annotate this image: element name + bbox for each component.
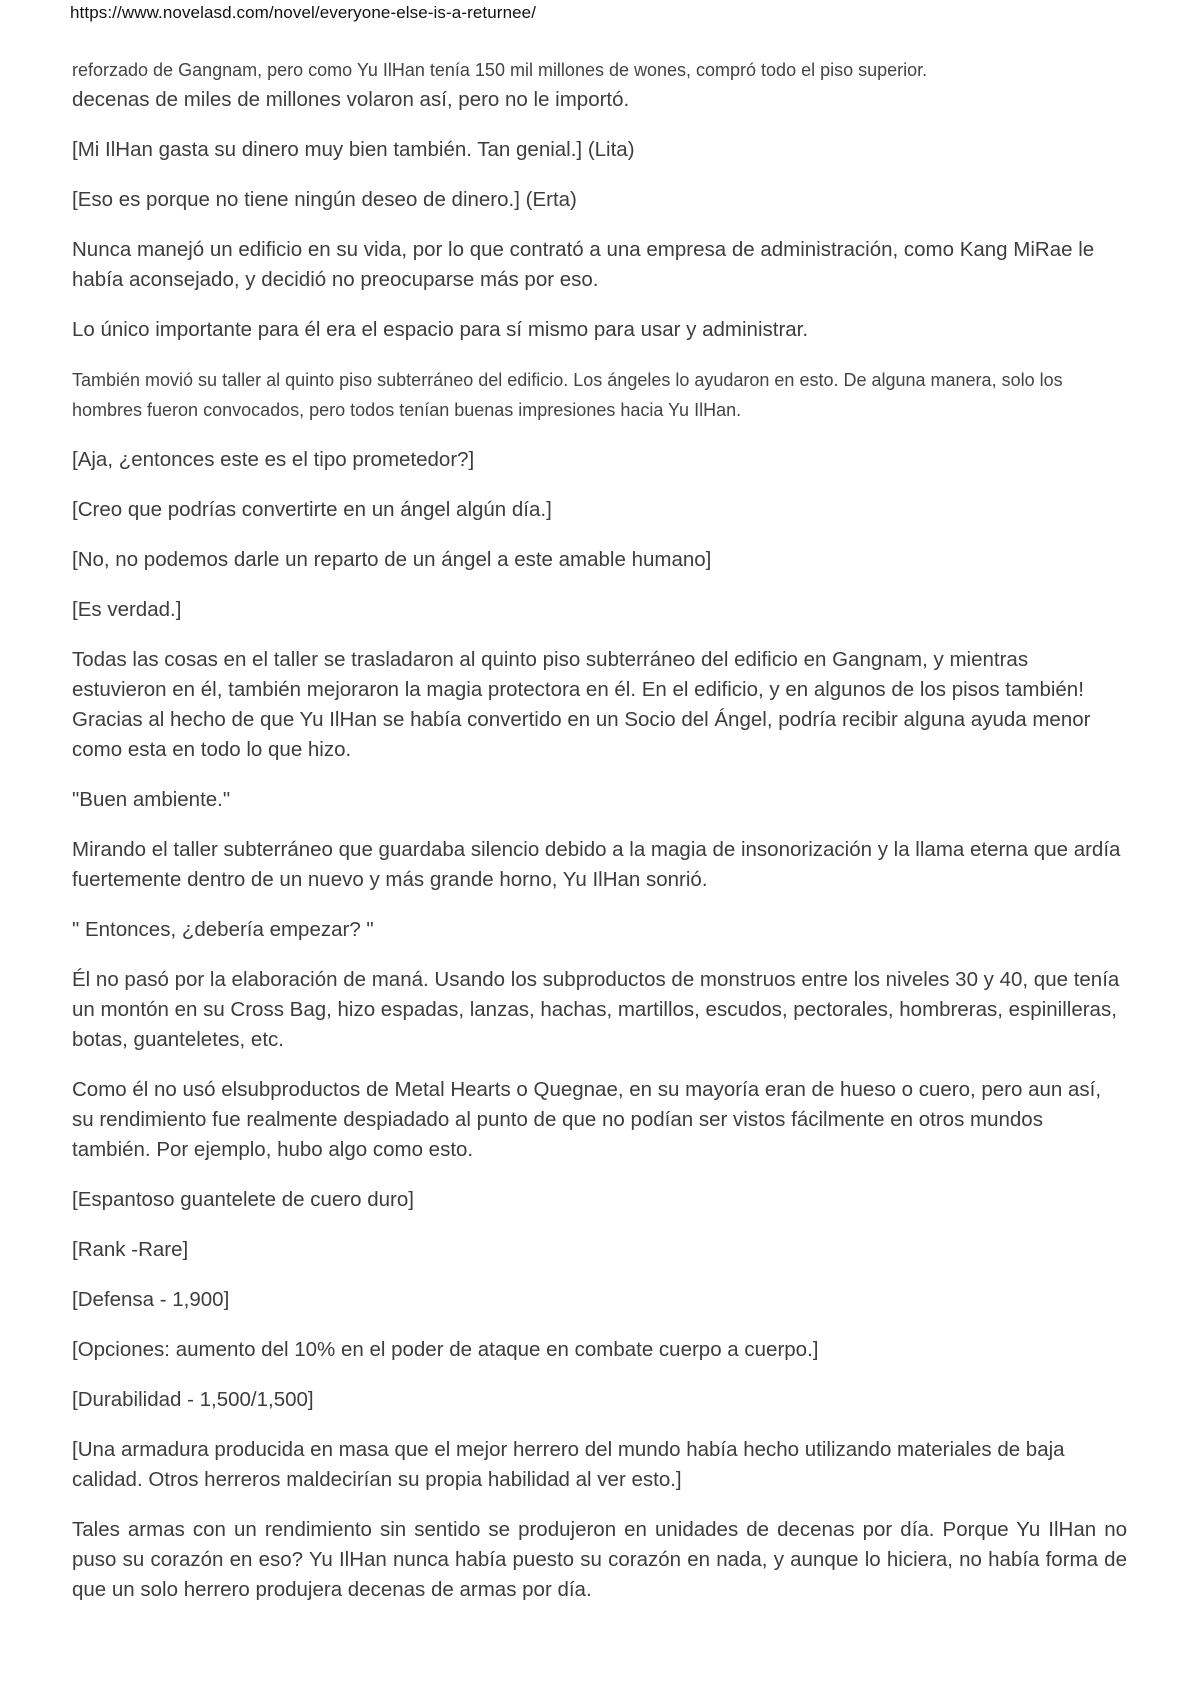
paragraph-22: [Durabilidad - 1,500/1,500] [72, 1388, 314, 1411]
paragraph-2: decenas de miles de millones volaron así, pero no le importó. [72, 88, 630, 111]
paragraph-3: [Mi IlHan gasta su dinero muy bien también. Tan genial.] (Lita) [72, 138, 635, 161]
paragraph-19: [Rank -Rare] [72, 1238, 189, 1261]
paragraph-11: [Es verdad.] [72, 598, 182, 621]
paragraph-6: Lo único importante para él era el espacio para sí mismo para usar y administrar. [72, 318, 809, 341]
paragraph-15: " Entonces, ¿debería empezar? " [72, 918, 374, 941]
paragraph-12: Todas las cosas en el taller se trasladaron al quinto piso subterráneo del edificio en Gangnam, y mientras estuvieron en él, también mejoraron la magia protectora en él. En el edificio, y en algunos de los pisos también! Gracias al hecho de que Yu IlHan se había convertido en un Socio del Ángel, podría recibir alguna ayuda menor como esta en todo lo que hizo. [72, 648, 1091, 761]
document-body [72, 55, 1127, 1625]
page-url: https://www.novelasd.com/novel/everyone-else-is-a-returnee/ [70, 3, 537, 22]
paragraph-14: Mirando el taller subterráneo que guardaba silencio debido a la magia de insonorización y la llama eterna que ardía fuertemente dentro de un nuevo y más grande horno, Yu IlHan sonrió. [72, 838, 1121, 891]
paragraph-16: Él no pasó por la elaboración de maná. Usando los subproductos de monstruos entre los niveles 30 y 40, que tenía un montón en su Cross Bag, hizo espadas, lanzas, hachas, martillos, escudos, pectorales, hombreras, espinilleras, botas, guanteletes, etc. [72, 968, 1120, 1051]
paragraph-7: También movió su taller al quinto piso subterráneo del edificio. Los ángeles lo ayudaron en esto. De alguna manera, solo los hombres fueron convocados, pero todos tenían buenas impresiones hacia Yu IlHan. [72, 370, 1063, 420]
paragraph-8: [Aja, ¿entonces este es el tipo prometedor?] [72, 448, 475, 471]
paragraph-21: [Opciones: aumento del 10% en el poder de ataque en combate cuerpo a cuerpo.] [72, 1338, 819, 1361]
paragraph-18: [Espantoso guantelete de cuero duro] [72, 1188, 414, 1211]
paragraph-23: [Una armadura producida en masa que el mejor herrero del mundo había hecho utilizando materiales de baja calidad. Otros herreros maldecirían su propia habilidad al ver esto.] [72, 1438, 1065, 1491]
paragraph-20: [Defensa - 1,900] [72, 1288, 230, 1311]
paragraph-1: reforzado de Gangnam, pero como Yu IlHan tenía 150 mil millones de wones, compró todo el piso superior. [72, 60, 928, 80]
paragraph-13: "Buen ambiente." [72, 788, 231, 811]
paragraph-10: [No, no podemos darle un reparto de un ángel a este amable humano] [72, 548, 712, 571]
paragraph-5: Nunca manejó un edificio en su vida, por lo que contrató a una empresa de administración, como Kang MiRae le había aconsejado, y decidió no preocuparse más por eso. [72, 238, 1095, 291]
paragraph-9: [Creo que podrías convertirte en un ángel algún día.] [72, 498, 552, 521]
paragraph-17: Como él no usó elsubproductos de Metal Hearts o Quegnae, en su mayoría eran de hueso o cuero, pero aun así, su rendimiento fue realmente despiadado al punto de que no podían ser vistos fácilmente en otros mundos también. Por ejemplo, hubo algo como esto. [72, 1078, 1102, 1161]
paragraph-4: [Eso es porque no tiene ningún deseo de dinero.] (Erta) [72, 188, 577, 211]
paragraph-24: Tales armas con un rendimiento sin sentido se produjeron en unidades de decenas por día. Porque Yu IlHan no puso su corazón en eso? Yu IlHan nunca había puesto su corazón en nada, y aunque lo hiciera, no había forma de que un solo herrero produjera decenas de armas por día. [72, 1518, 1127, 1601]
